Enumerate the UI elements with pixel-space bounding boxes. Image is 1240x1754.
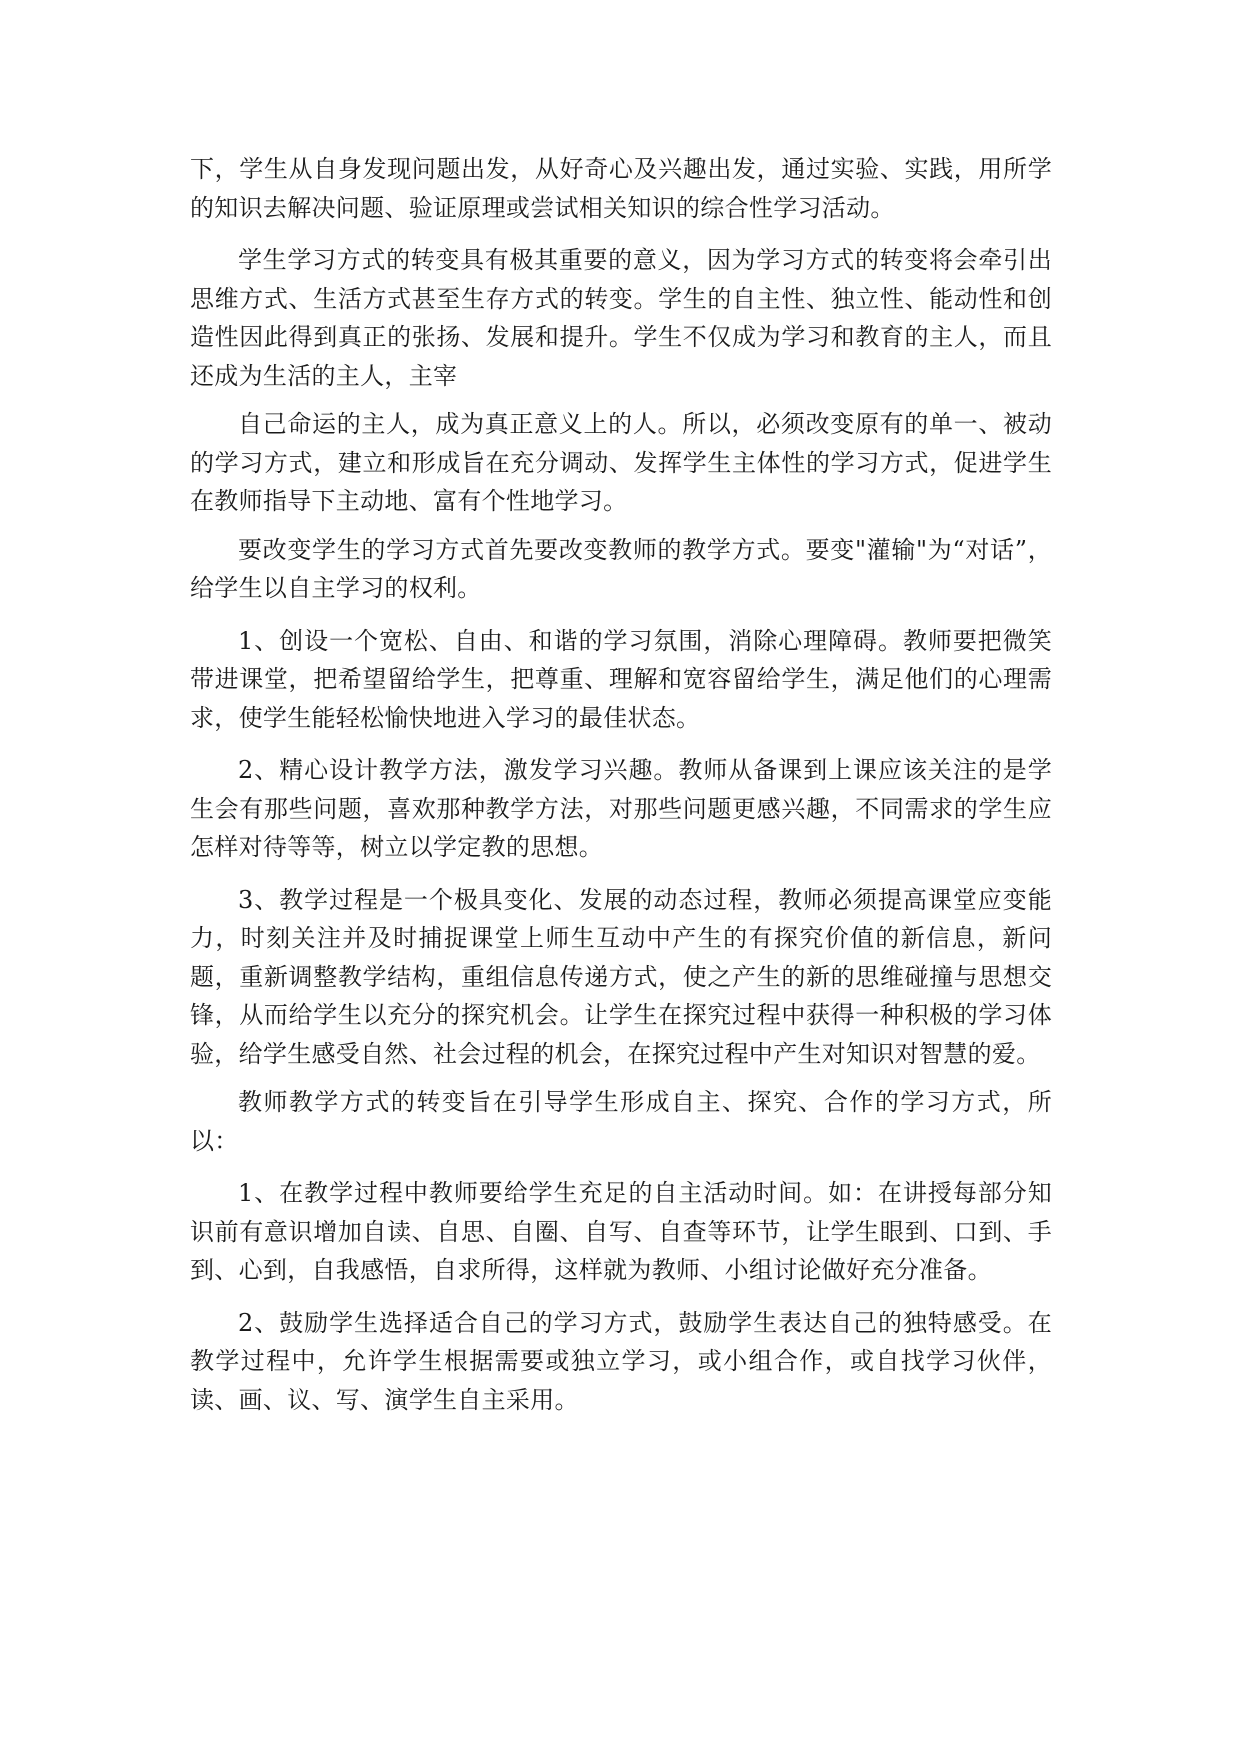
paragraph-sub-1-time: 1、在教学过程中教师要给学生充足的自主活动时间。如：在讲授每部分知识前有意识增加自读、自思、自圈、自写、自查等环节，让学生眼到、口到、手到、心到，自我感悟，自求所得，这样就为教师、小组讨论做好充分准备。 bbox=[190, 1179, 1052, 1284]
paragraph-significance: 学生学习方式的转变具有极其重要的意义，因为学习方式的转变将会牵引出思维方式、生活方式甚至生存方式的转变。学生的自主性、独立性、能动性和创造性因此得到真正的张扬、发展和提升。学生不仅成为学习和教育的主人，而且还成为生活的主人，主宰 bbox=[190, 246, 1052, 390]
document-body bbox=[190, 150, 1052, 1419]
paragraph-point-3-process: 3、教学过程是一个极具变化、发展的动态过程，教师必须提高课堂应变能力，时刻关注并及时捕捉课堂上师生互动中产生的有探究价值的新信息，新问题，重新调整教学结构，重组信息传递方式，使之产生的新的思维碰撞与思想交锋，从而给学生以充分的探究机会。让学生在探究过程中获得一种积极的学习体验，给学生感受自然、社会过程的机会，在探究过程中产生对知识对智慧的爱。 bbox=[190, 885, 1052, 1068]
paragraph-continuation: 下，学生从自身发现问题出发，从好奇心及兴趣出发，通过实验、实践，用所学的知识去解决问题、验证原理或尝试相关知识的综合性学习活动。 bbox=[190, 155, 1052, 222]
paragraph-sub-2-choice: 2、鼓励学生选择适合自己的学习方式，鼓励学生表达自己的独特感受。在教学过程中，允许学生根据需要或独立学习，或小组合作，或自找学习伙伴，读、画、议、写、演学生自主采用。 bbox=[190, 1308, 1052, 1414]
paragraph-point-1-atmosphere: 1、创设一个宽松、自由、和谐的学习氛围，消除心理障碍。教师要把微笑带进课堂，把希望留给学生，把尊重、理解和宽容留给学生，满足他们的心理需求，使学生能轻松愉快地进入学习的最佳状态。 bbox=[190, 626, 1052, 732]
paragraph-point-2-methods: 2、精心设计教学方法，激发学习兴趣。教师从备课到上课应该关注的是学生会有那些问题，喜欢那种教学方法，对那些问题更感兴趣，不同需求的学生应怎样对待等等，树立以学定教的思想。 bbox=[190, 756, 1052, 861]
paragraph-teaching-change: 要改变学生的学习方式首先要改变教师的教学方式。要变"灌输"为“对话”，给学生以自主学习的权利。 bbox=[190, 535, 1052, 602]
paragraph-guiding: 教师教学方式的转变旨在引导学生形成自主、探究、合作的学习方式，所以： bbox=[190, 1088, 1052, 1155]
paragraph-master-of-destiny: 自己命运的主人，成为真正意义上的人。所以，必须改变原有的单一、被动的学习方式，建立和形成旨在充分调动、发挥学生主体性的学习方式，促进学生在教师指导下主动地、富有个性地学习。 bbox=[190, 410, 1052, 515]
